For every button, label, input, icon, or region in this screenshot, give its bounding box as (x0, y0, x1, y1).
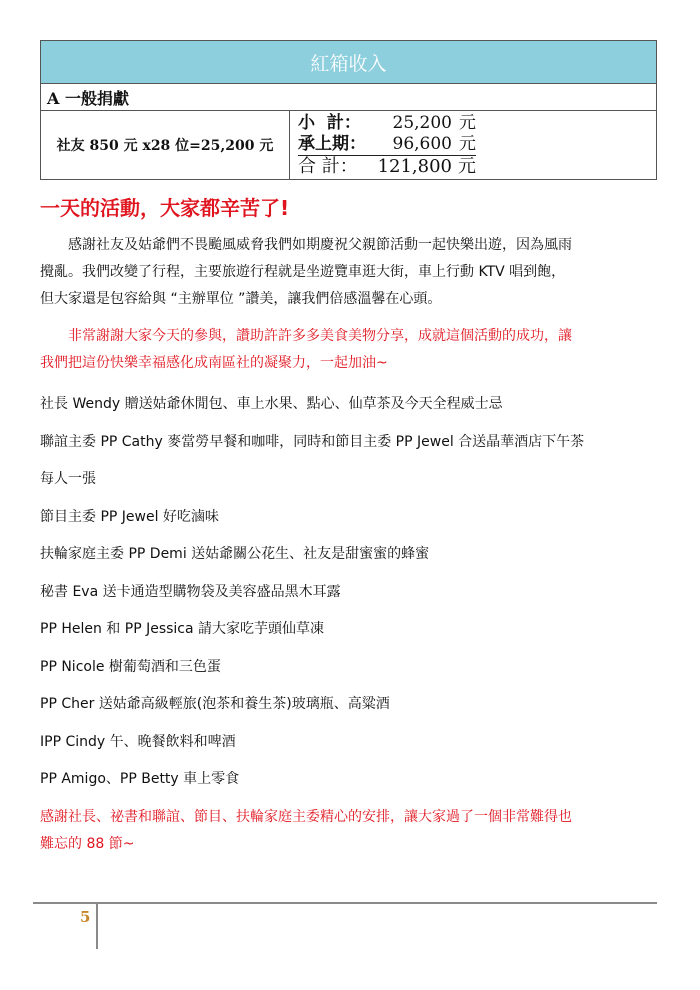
footer-rule (33, 902, 657, 904)
income-table (40, 40, 657, 180)
total-unit: 元 (458, 156, 476, 177)
thanks-line: 非常謝謝大家今天的參與，讚助許許多多美食美物分享，成就這個活動的成功，讓 (40, 328, 572, 344)
table-header: 紅箱收入 (41, 41, 657, 84)
donation-item: IPP Cindy 午、晚餐飲料和啤酒 (40, 734, 236, 750)
page-number: 5 (80, 908, 91, 926)
donation-item: 扶輪家庭主委 PP Demi 送姑爺關公花生、社友是甜蜜蜜的蜂蜜 (40, 546, 430, 562)
subtotal-amount: 25,200 (392, 113, 452, 133)
total-label: 合 計： (298, 156, 358, 177)
intro-line: 但大家還是包容給與 “主辦單位 ”讚美，讓我們倍感溫馨在心頭。 (40, 291, 442, 307)
donation-item: 節目主委 PP Jewel 好吃滷味 (40, 509, 219, 525)
donation-item: 聯誼主委 PP Cathy 麥當勞早餐和咖啡，同時和節目主委 PP Jewel 合送晶華酒店下午茶 (40, 434, 585, 450)
thanks-line: 我們把這份快樂幸福感化成南區社的凝聚力，一起加油~ (40, 355, 388, 371)
subtotal-label: 小 計： (298, 113, 361, 133)
summary-cell (290, 111, 657, 180)
member-calculation: 社友 850 元 x28 位=25,200 元 (41, 111, 290, 180)
donation-item: PP Amigo、PP Betty 車上零食 (40, 771, 240, 787)
donation-item: 秘書 Eva 送卡通造型購物袋及美容盛品黑木耳露 (40, 584, 341, 600)
footer-divider (96, 903, 98, 949)
intro-line: 感謝社友及姑爺們不畏颱風威脅我們如期慶祝父親節活動一起快樂出遊，因為風雨 (40, 237, 572, 253)
donation-item: PP Cher 送姑爺高級輕旅(泡茶和養生茶)玻璃瓶、高粱酒 (40, 696, 390, 712)
total-amount: 121,800 (377, 156, 452, 177)
closing-line: 難忘的 88 節~ (40, 836, 135, 852)
closing-line: 感謝社長、祕書和聯誼、節目、扶輪家庭主委精心的安排，讓大家過了一個非常難得也 (40, 809, 572, 825)
donation-item: PP Helen 和 PP Jessica 請大家吃芋頭仙草凍 (40, 621, 325, 637)
carryover-row (298, 134, 476, 156)
subtotal-unit: 元 (459, 113, 476, 133)
subtotal-row (298, 113, 476, 134)
carryover-unit: 元 (459, 134, 476, 154)
donation-item: 每人一張 (40, 471, 96, 487)
thanks-paragraph (40, 323, 665, 377)
page-heading: 一天的活動，大家都辛苦了! (40, 196, 290, 220)
donation-item: PP Nicole 樹葡萄酒和三色蛋 (40, 659, 221, 675)
total-row (298, 156, 476, 177)
donation-item: 社長 Wendy 贈送姑爺休閒包、車上水果、點心、仙草茶及今天全程威士忌 (40, 396, 503, 412)
carryover-amount: 96,600 (392, 134, 452, 154)
carryover-label: 承上期： (298, 134, 366, 154)
intro-paragraph (40, 232, 665, 313)
intro-line: 攪亂。我們改變了行程，主要旅遊行程就是坐遊覽車逛大街，車上行動 KTV 唱到飽， (40, 264, 566, 280)
section-label: A 一般捐獻 (41, 84, 657, 111)
